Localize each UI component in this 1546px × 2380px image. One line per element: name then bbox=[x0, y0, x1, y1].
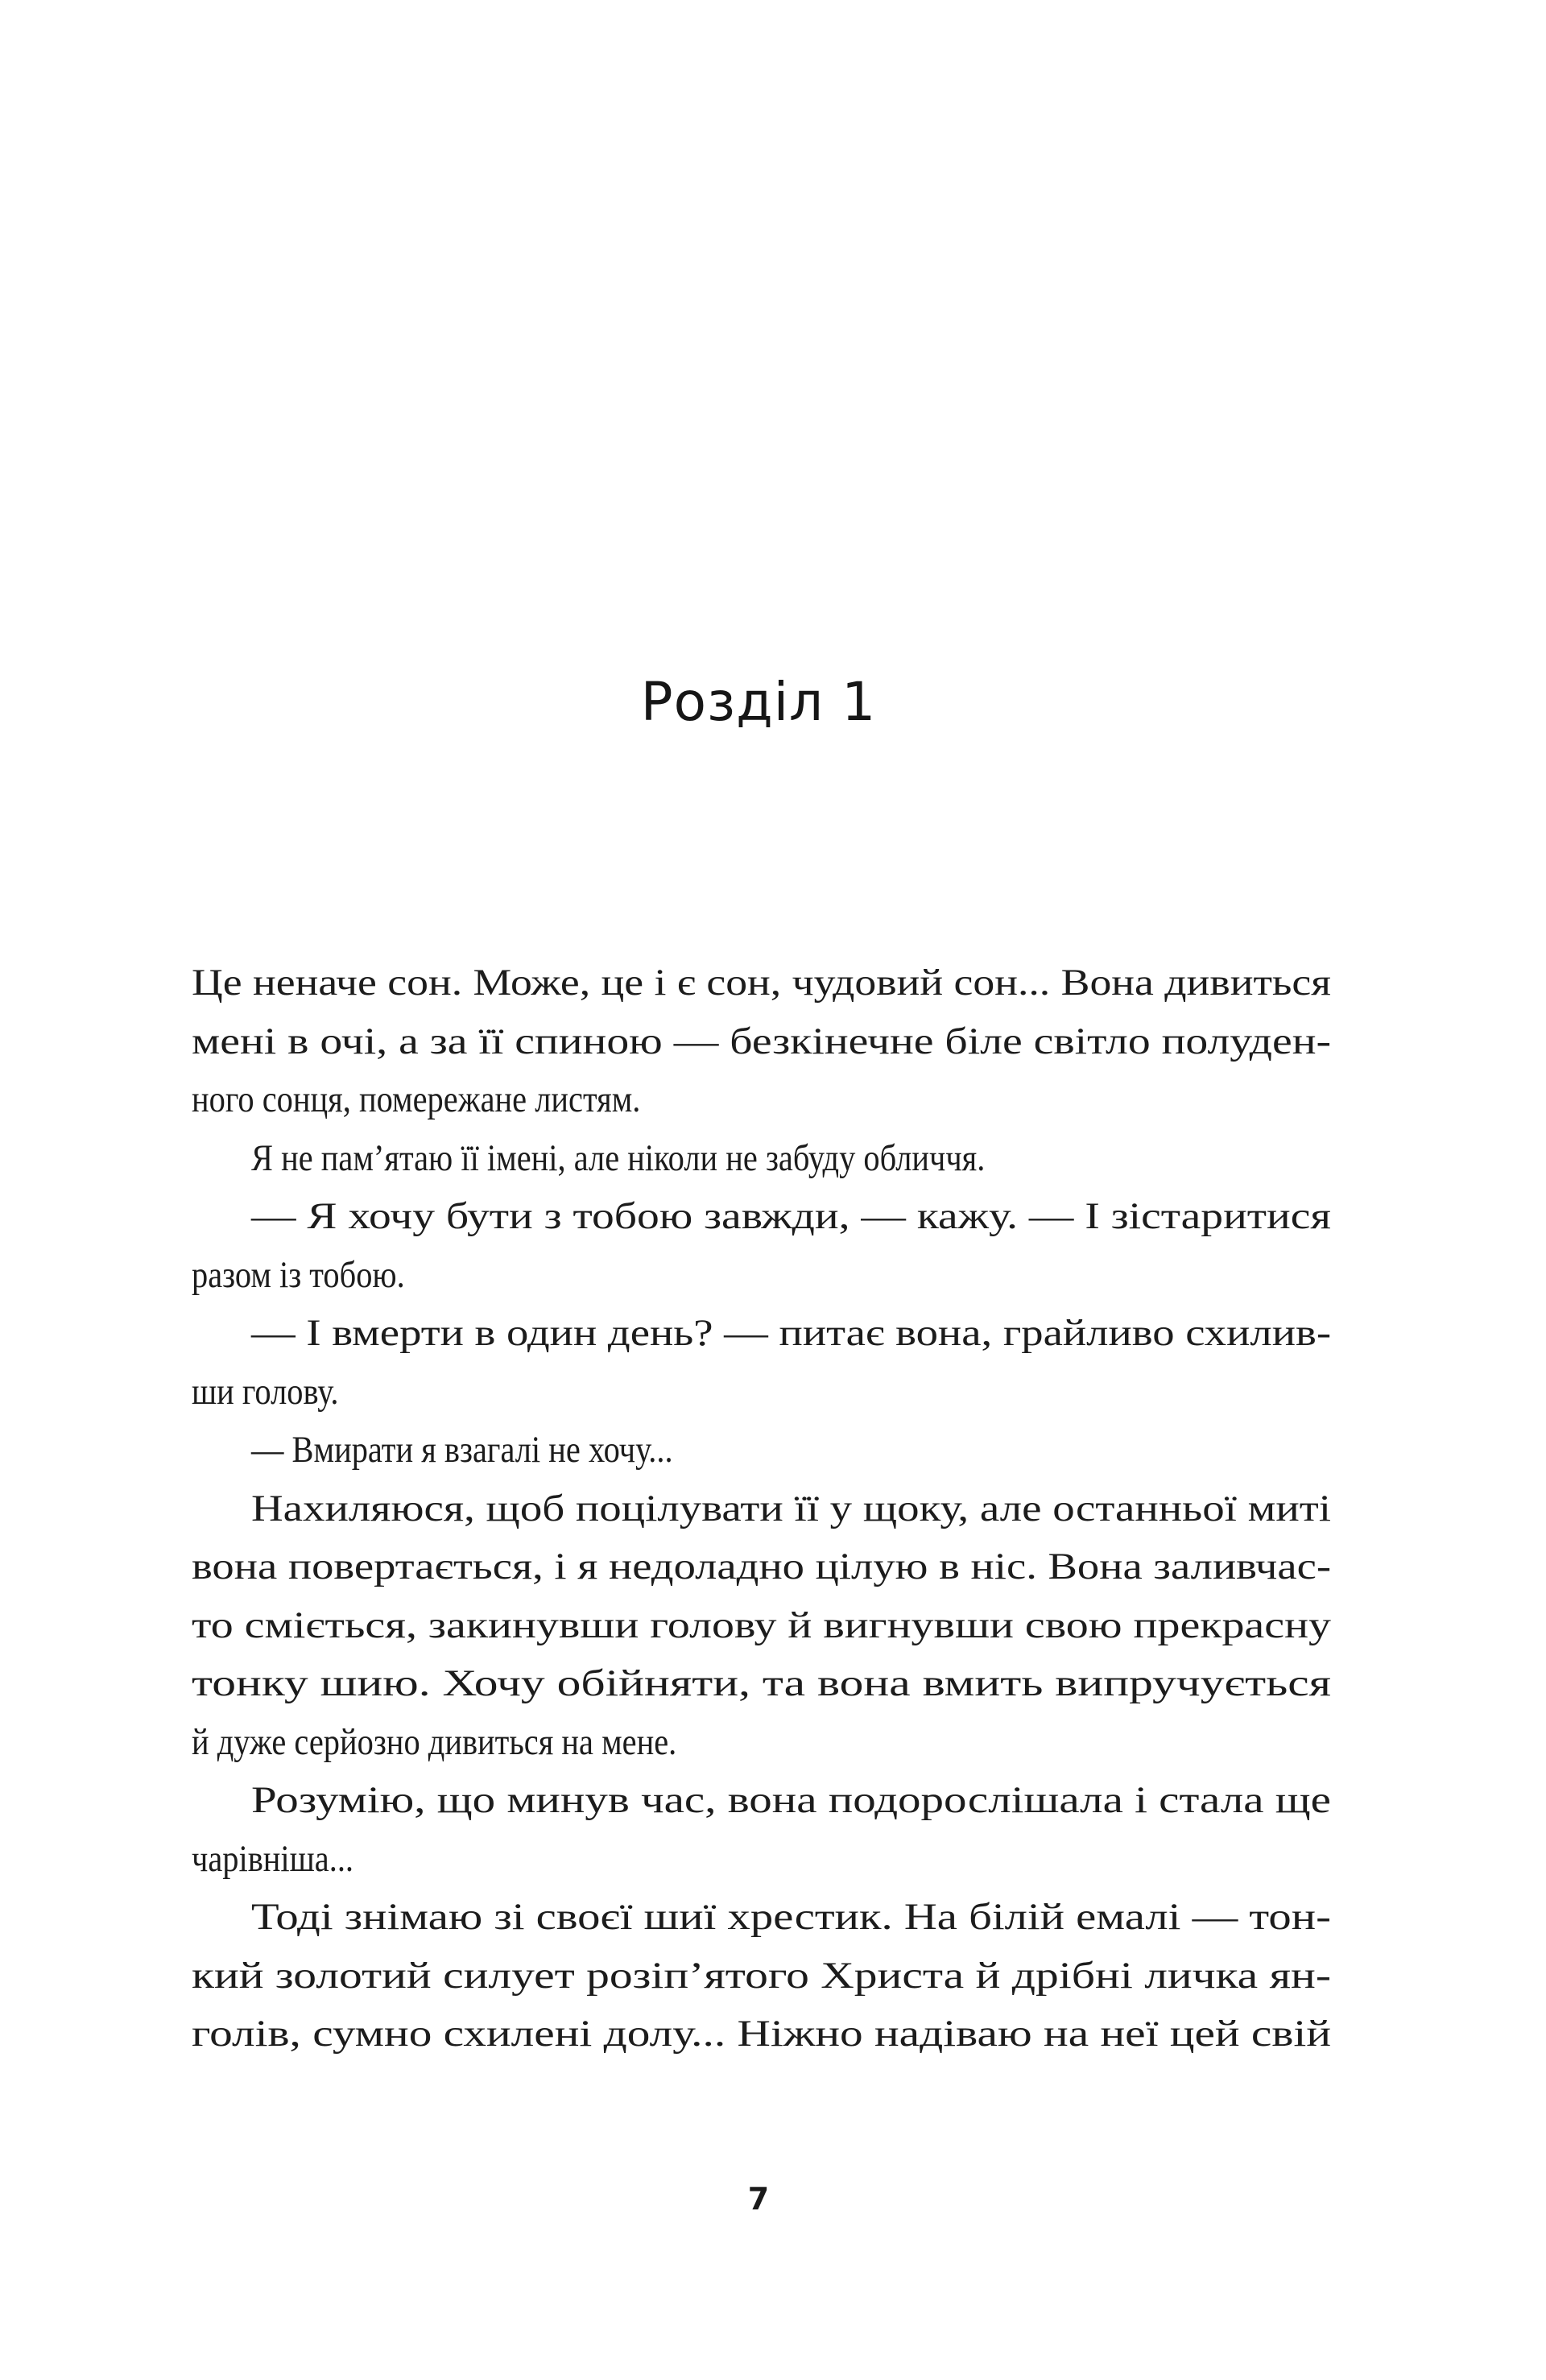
text-line: вона повертається, і я недоладно цілую в ніс. Вона заливчас- bbox=[192, 1546, 1332, 1587]
text-line: разом із тобою. bbox=[192, 1253, 405, 1296]
text-line: — Я хочу бути з тобою завжди, — кажу. — І зістаритися bbox=[251, 1195, 1331, 1237]
text-line: голів, сумно схилені долу... Ніжно надіваю на неї цей свій bbox=[192, 2013, 1331, 2055]
text-line: ного сонця, помережане листям. bbox=[192, 1078, 641, 1120]
text-line: — І вмерти в один день? — питає вона, грайливо схилив- bbox=[251, 1312, 1332, 1354]
chapter-body-text bbox=[192, 954, 1331, 2063]
text-line: й дуже серйозно дивиться на мене. bbox=[192, 1720, 677, 1763]
text-line: кий золотий силует розіп’ятого Христа й дрібні личка ян- bbox=[192, 1954, 1332, 1997]
text-line: то сміється, закинувши голову й вигнувши свою прекрасну bbox=[192, 1604, 1331, 1646]
text-line: мені в очі, а за її спиною — безкінечне біле світло полуден- bbox=[192, 1020, 1332, 1062]
text-line: тонку шию. Хочу обійняти, та вона вмить випручується bbox=[192, 1662, 1332, 1704]
page-number: 7 bbox=[747, 2181, 770, 2217]
text-line: ши голову. bbox=[192, 1370, 339, 1413]
text-line: — Вмирати я взагалі не хочу... bbox=[251, 1429, 673, 1471]
text-line: Нахиляюся, щоб поцілувати її у щоку, але останньої миті bbox=[251, 1487, 1331, 1529]
chapter-title: Розділ 1 bbox=[640, 671, 877, 733]
text-line: Я не пам’ятаю її імені, але ніколи не забуду обличчя. bbox=[251, 1136, 986, 1179]
text-line: чарівніша... bbox=[192, 1837, 354, 1880]
text-line: Розумію, що минув час, вона подорослішала і стала ще bbox=[251, 1779, 1331, 1821]
text-line: Тоді знімаю зі своєї шиї хрестик. На білій емалі — тон- bbox=[251, 1896, 1331, 1938]
text-line: Це неначе сон. Може, це і є сон, чудовий сон... Вона дивиться bbox=[192, 962, 1331, 1004]
